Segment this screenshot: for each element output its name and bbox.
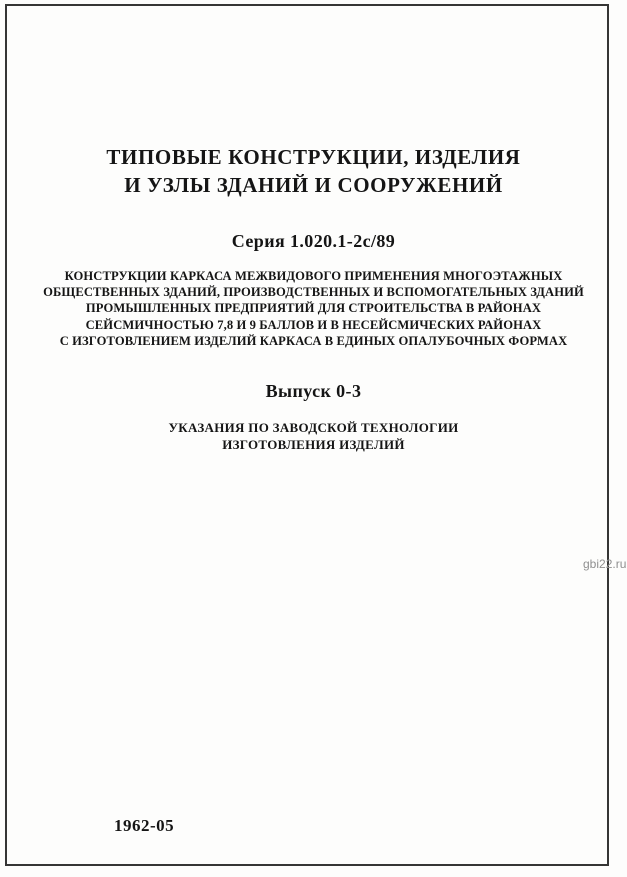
description-line-5: С ИЗГОТОВЛЕНИЕМ ИЗДЕЛИЙ КАРКАСА В ЕДИНЫХ ОПАЛУБОЧНЫХ ФОРМАХ (59, 333, 568, 348)
description-block (0, 268, 627, 349)
subtitle-line-1: УКАЗАНИЯ ПО ЗАВОДСКОЙ ТЕХНОЛОГИИ (168, 420, 459, 435)
description-line-1: КОНСТРУКЦИИ КАРКАСА МЕЖВИДОВОГО ПРИМЕНЕНИЯ МНОГОЭТАЖНЫХ (64, 269, 563, 283)
watermark-gbi22: gbi22.ru (583, 557, 627, 571)
subtitle-line-2: ИЗГОТОВЛЕНИЯ ИЗДЕЛИЙ (222, 436, 405, 452)
document-title (0, 143, 627, 199)
description-line-3: ПРОМЫШЛЕННЫХ ПРЕДПРИЯТИЙ ДЛЯ СТРОИТЕЛЬСТВА В РАЙОНАХ (85, 301, 542, 316)
imprint-code: 1962-05 (114, 816, 175, 835)
description-line-4: СЕЙСМИЧНОСТЬЮ 7,8 И 9 БАЛЛОВ И В НЕСЕЙСМИЧЕСКИХ РАЙОНАХ (85, 317, 542, 332)
subtitle-block (0, 420, 627, 453)
issue-number: Выпуск 0-3 (265, 381, 362, 401)
description-line-2: ОБЩЕСТВЕННЫХ ЗДАНИЙ, ПРОИЗВОДСТВЕННЫХ И ВСПОМОГАТЕЛЬНЫХ ЗДАНИЙ (43, 285, 584, 300)
document-title-line-1: ТИПОВЫЕ КОНСТРУКЦИИ, ИЗДЕЛИЯ (106, 145, 521, 169)
series-number: Серия 1.020.1-2с/89 (231, 231, 396, 251)
document-title-line-2: И УЗЛЫ ЗДАНИЙ И СООРУЖЕНИЙ (124, 173, 503, 197)
